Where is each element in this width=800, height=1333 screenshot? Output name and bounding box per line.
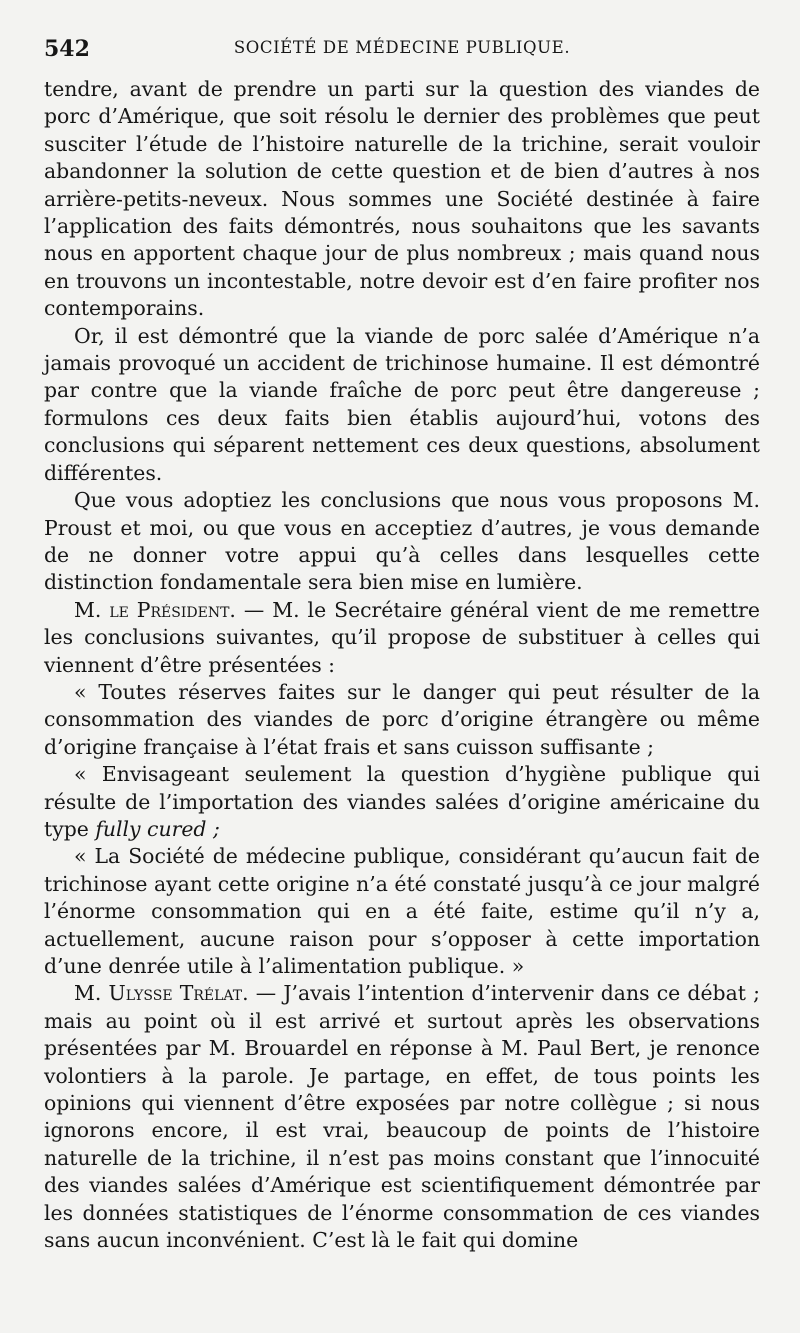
page-header [44, 36, 760, 72]
running-head: SOCIÉTÉ DE MÉDECINE PUBLIQUE. [233, 38, 571, 57]
paragraph-8 [44, 980, 760, 1254]
paragraph-5: « Toutes réserves faites sur le danger qui peut résulter de la consommation des viandes de porc d’origine étrangère ou même d’origine française à l’état frais et sans cuisson suffisante ; [44, 679, 760, 759]
paragraph-2: Or, il est démontré que la viande de porc salée d’Amérique n’a jamais provoqué un accident de trichinose humaine. Il est démontré par contre que la viande fraîche de porc peut être dangereuse ; formulons ces deux faits bien établis aujourd’hui, votons des conclusions qui séparent nettement ces deux questions, absolument différentes. [44, 323, 760, 485]
speaker-name-trelat: M. Ulysse Trélat. [74, 981, 249, 1006]
paragraph-3: Que vous adoptiez les conclusions que nous vous proposons M. Proust et moi, ou que vous en acceptiez d’autres, je vous demande de ne donner votre appui qu’à celles dans lesquelles cette distinction fondamentale sera bien mise en lumière. [44, 488, 760, 595]
paragraph-4 [44, 597, 760, 679]
paragraph-8-text: — J’avais l’intention d’intervenir dans ce débat ; mais au point où il est arrivé et surtout après les observations présentées par M. Brouardel en réponse à M. Paul Bert, je renonce volontiers à la parole. Je partage, en effet, de tous points les opinions qui viennent d’être exposées par notre collègue ; si nous ignorons encore, il est vrai, beaucoup de points de l’histoire naturelle de la trichine, il n’est pas moins constant que l’innocuité des viandes salées d’Amérique est scientifiquement démontrée par les données statistiques de l’énorme consommation de ces viandes sans aucun inconvénient. C’est là le fait qui domine [44, 981, 761, 1253]
paragraph-4-text: — M. le Secrétaire général vient de me remettre les conclusions suivantes, qu’il propose de substituer à celles qui viennent d’être présentées : [44, 597, 760, 677]
paragraph-6-text: « Envisageant seulement la question d’hygiène publique qui résulte de l’importation des viandes salées d’origine américaine du type [44, 762, 760, 841]
paragraph-1: tendre, avant de prendre un parti sur la question des viandes de porc d’Amérique, que soit résolu le dernier des problèmes que peut susciter l’étude de l’histoire naturelle de la trichine, serait vouloir abandonner la solution de cette question et de bien d’autres à nos arrière-petits-neveux. Nous sommes une Société destinée à faire l’application des faits démontrés, nous souhaitons que les savants nous en apportent chaque jour de plus nombreux ; mais quand nous en trouvons un incontestable, notre devoir est d’en faire profiter nos contemporains. [44, 77, 760, 321]
page-number: 542 [44, 36, 90, 62]
paragraph-6-italic: fully cured ; [95, 816, 220, 841]
paragraph-6 [44, 761, 760, 843]
body-text [44, 76, 760, 1254]
paragraph-7: « La Société de médecine publique, considérant qu’aucun fait de trichinose ayant cette origine n’a été constaté jusqu’à ce jour malgré l’énorme consommation qui en a été faite, estime qu’il n’y a, actuellement, aucune raison pour s’opposer à cette importation d’une denrée utile à l’alimentation publique. » [44, 844, 760, 978]
speaker-name-president: M. le Président. [74, 597, 236, 622]
